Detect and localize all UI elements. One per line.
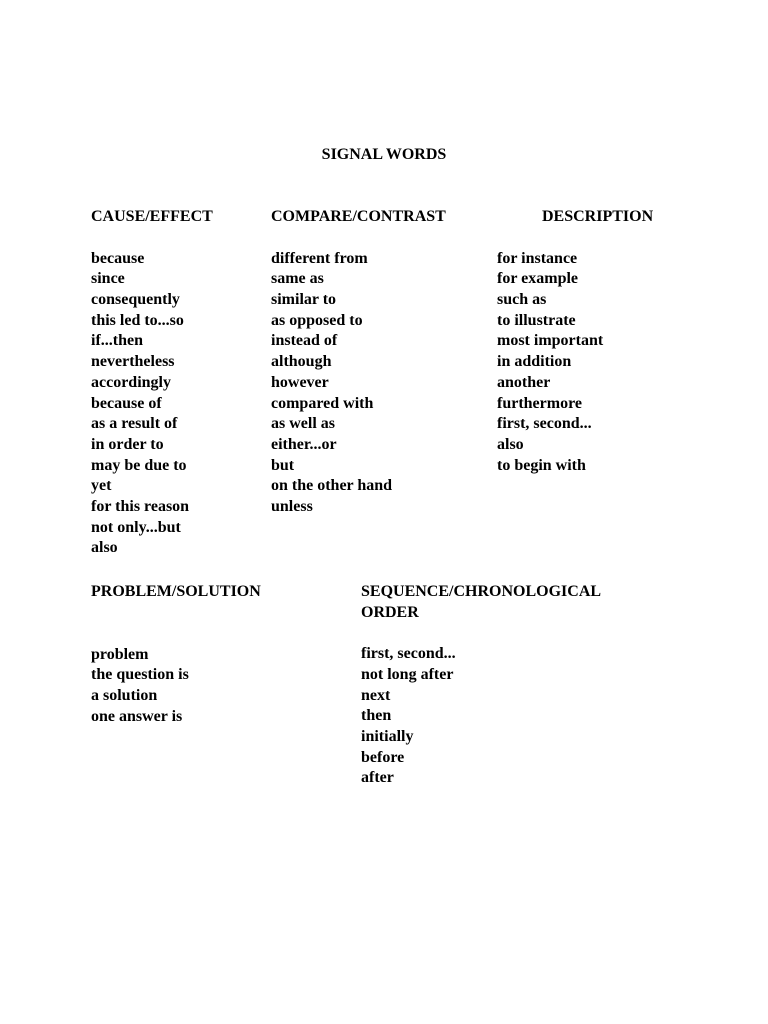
list-item: after — [361, 769, 394, 787]
list-item: furthermore — [497, 394, 582, 412]
list-item: since — [91, 270, 125, 288]
list-item: because — [91, 249, 145, 267]
description-section — [497, 207, 697, 476]
compare-contrast-heading: COMPARE/CONTRAST — [271, 208, 446, 225]
problem-solution-heading: PROBLEM/SOLUTION — [91, 583, 261, 600]
list-item: as well as — [271, 415, 335, 433]
list-item: as a result of — [91, 415, 178, 433]
list-item: then — [361, 707, 392, 725]
list-item: one answer is — [91, 707, 183, 725]
list-item: a solution — [91, 687, 158, 704]
list-item: this led to...so — [91, 311, 184, 329]
description-list — [497, 249, 697, 477]
list-item: most important — [497, 332, 604, 350]
list-item: also — [497, 435, 524, 453]
problem-solution-list — [91, 645, 341, 728]
cause-effect-section — [91, 207, 261, 559]
list-item: but — [271, 456, 295, 474]
list-item: problem — [91, 645, 149, 663]
list-item: if...then — [91, 332, 143, 350]
list-item: unless — [271, 498, 313, 516]
list-item: different from — [271, 249, 368, 267]
list-item: although — [271, 353, 332, 371]
list-item: not long after — [361, 665, 454, 683]
sequence-section — [361, 582, 661, 789]
list-item: because of — [91, 394, 162, 412]
list-item: another — [497, 373, 551, 391]
list-item: next — [361, 686, 391, 704]
list-item: first, second... — [361, 645, 456, 663]
list-item: for instance — [497, 249, 578, 267]
page-title: SIGNAL WORDS — [321, 146, 447, 163]
list-item: in addition — [497, 353, 572, 371]
cause-effect-heading: CAUSE/EFFECT — [91, 208, 213, 225]
list-item: not only...but — [91, 518, 181, 536]
list-item: also — [91, 539, 118, 557]
sequence-heading-line2: ORDER — [361, 603, 419, 621]
list-item: however — [271, 373, 329, 391]
list-item: either...or — [271, 435, 337, 453]
list-item: accordingly — [91, 373, 171, 391]
list-item: instead of — [271, 332, 338, 350]
list-item: in order to — [91, 435, 164, 453]
compare-contrast-section — [271, 207, 481, 518]
compare-contrast-list — [271, 249, 481, 518]
list-item: initially — [361, 728, 414, 745]
list-item: to illustrate — [497, 311, 576, 329]
list-item: to begin with — [497, 456, 586, 474]
list-item: compared with — [271, 394, 374, 412]
cause-effect-list — [91, 249, 261, 560]
list-item: yet — [91, 477, 112, 495]
list-item: on the other hand — [271, 477, 393, 495]
list-item: same as — [271, 270, 324, 288]
list-item: nevertheless — [91, 353, 175, 371]
description-heading: DESCRIPTION — [542, 208, 654, 225]
sequence-list — [361, 644, 661, 789]
list-item: similar to — [271, 291, 337, 308]
list-item: first, second... — [497, 415, 592, 433]
list-item: may be due to — [91, 456, 187, 474]
sequence-heading-line1: SEQUENCE/CHRONOLOGICAL — [361, 583, 602, 600]
list-item: for example — [497, 270, 579, 288]
list-item: consequently — [91, 291, 180, 308]
list-item: as opposed to — [271, 311, 363, 329]
list-item: such as — [497, 291, 547, 308]
problem-solution-section — [91, 582, 341, 727]
list-item: for this reason — [91, 498, 190, 516]
list-item: the question is — [91, 666, 189, 684]
list-item: before — [361, 748, 405, 766]
